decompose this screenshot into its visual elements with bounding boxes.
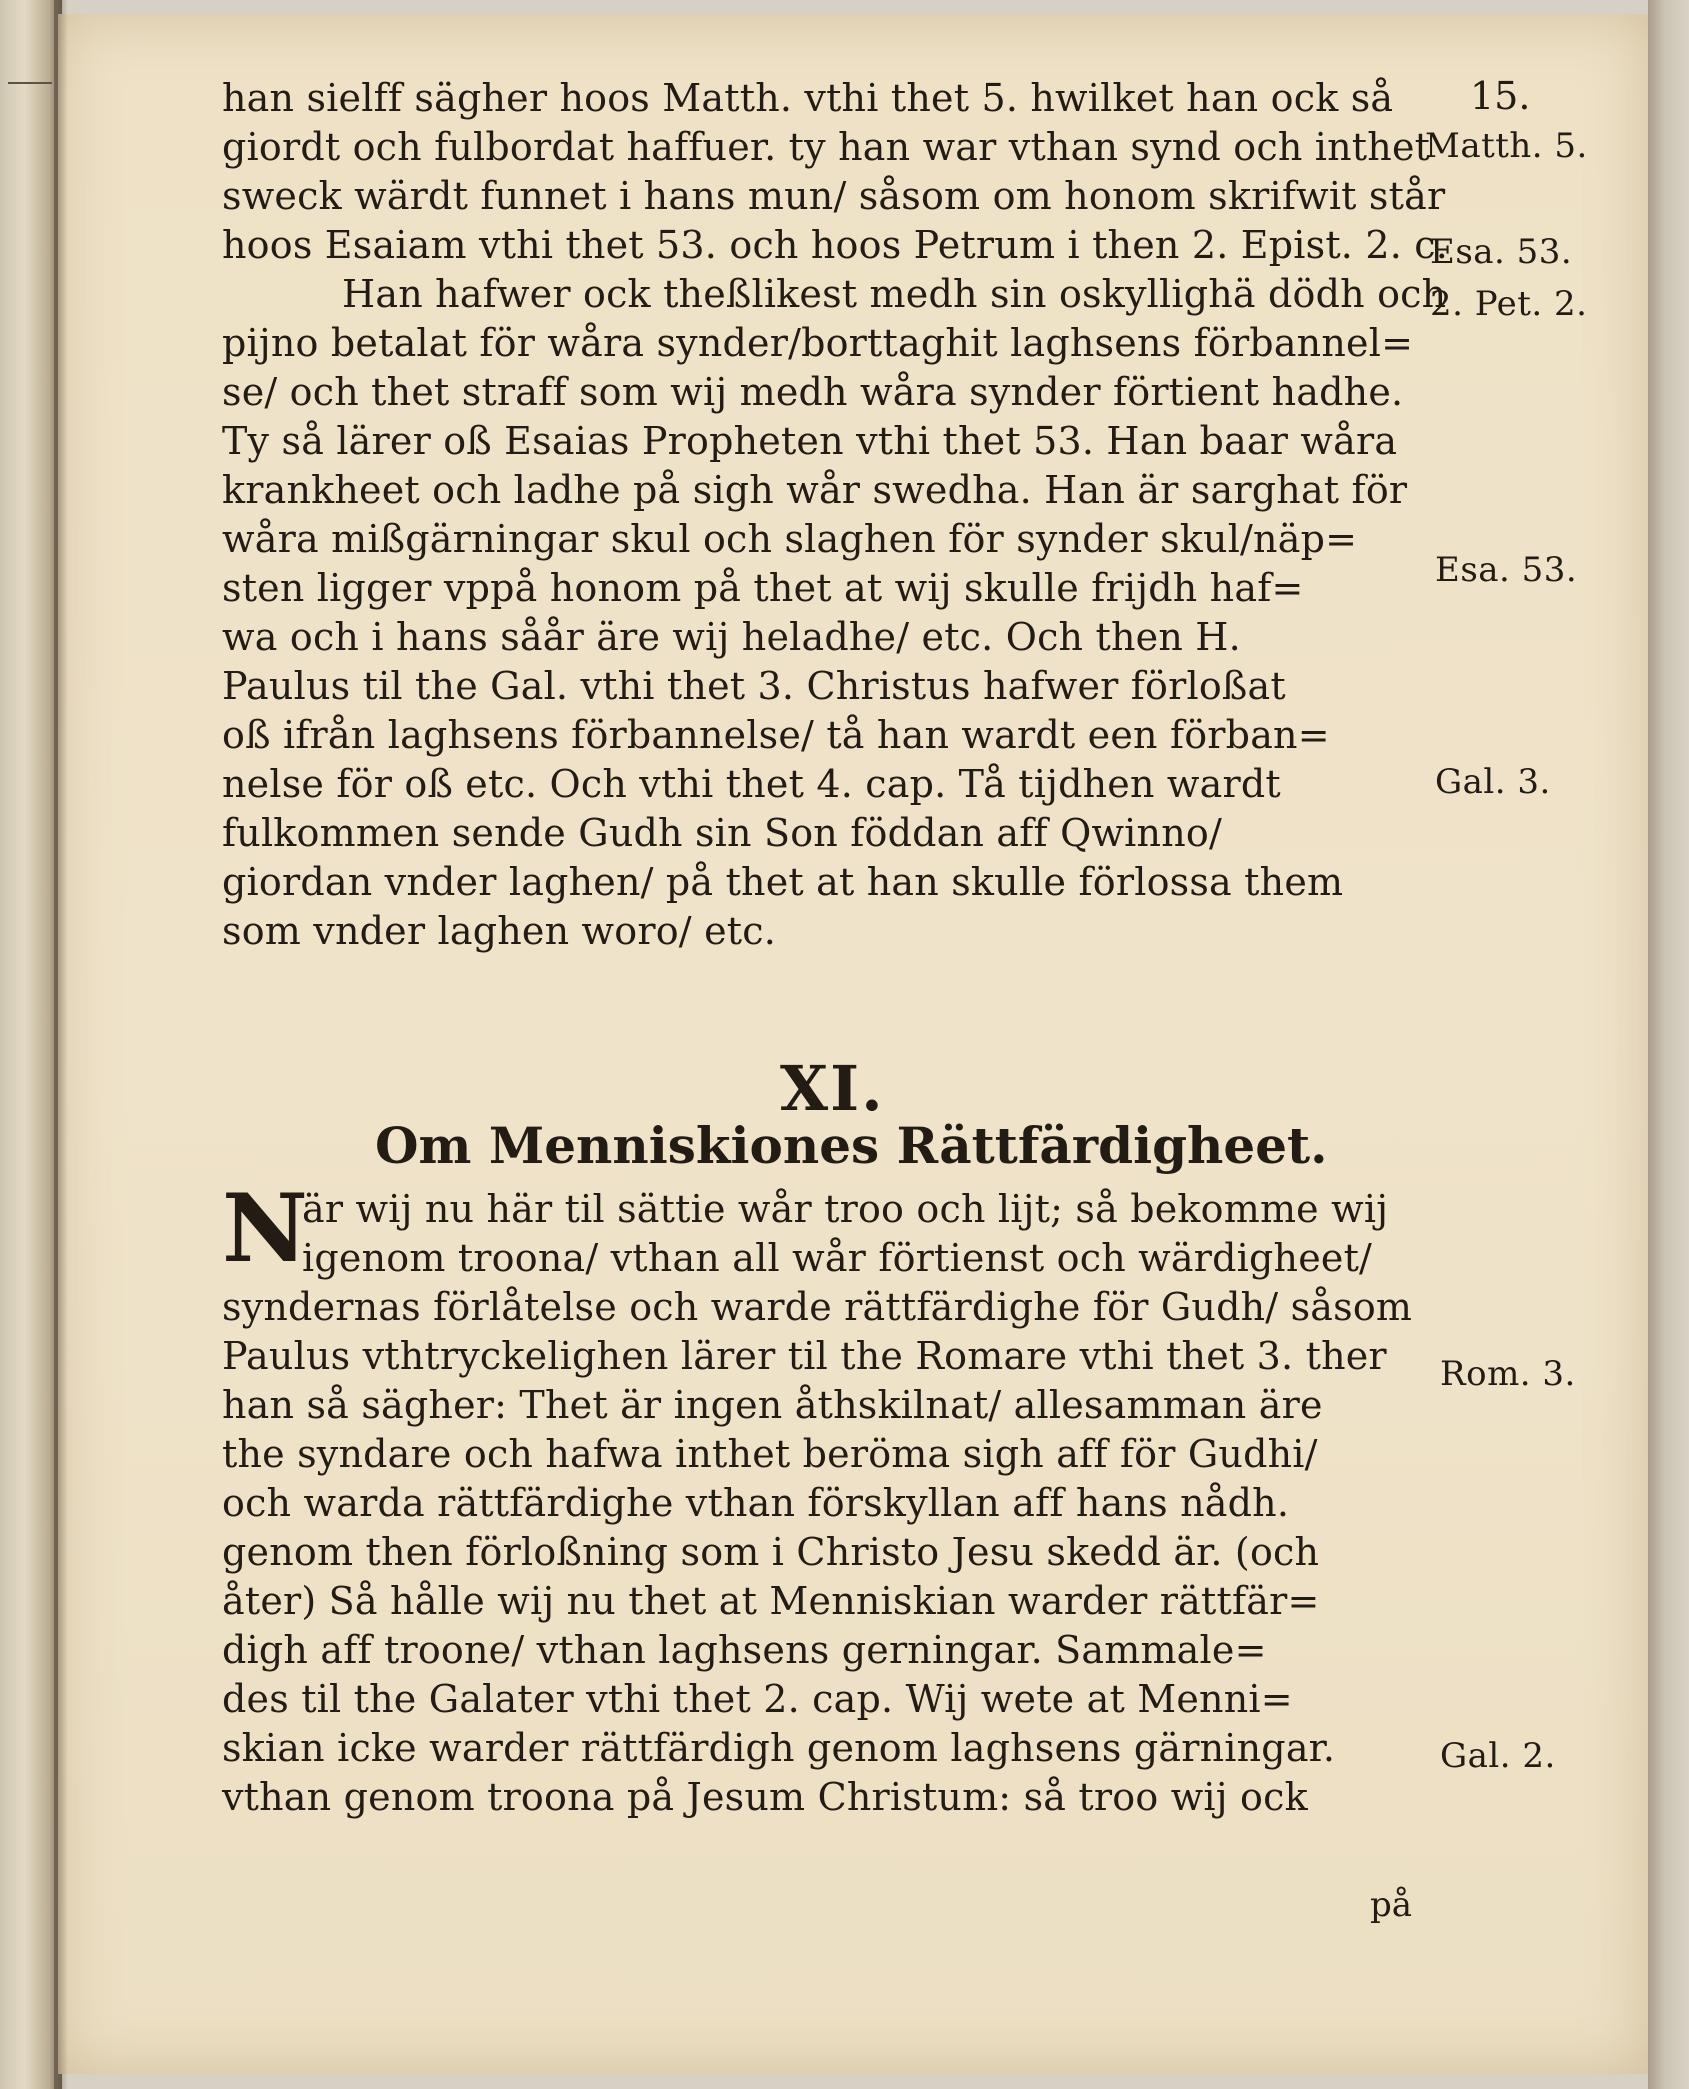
left-page-edge (0, 0, 62, 2089)
margin-note-esa: Esa. 53. (1430, 232, 1573, 272)
text-line: Ty så lärer oß Esaias Propheten vthi thet 53. Han baar wåra (222, 419, 1398, 463)
text-line: pijno betalat för wåra synder/borttaghit laghsens förbannel= (222, 321, 1414, 365)
text-line: Paulus vthtryckelighen lärer til the Romare vthi thet 3. ther (222, 1334, 1387, 1378)
text-line: oß ifrån laghsens förbannelse/ tå han wardt een förban= (222, 713, 1330, 757)
catchword: på (1370, 1885, 1413, 1925)
text-line: giordan vnder laghen/ på thet at han skulle förlossa them (222, 860, 1344, 904)
text-line: hoos Esaiam vthi thet 53. och hoos Petrum i then 2. Epist. 2. c. (222, 223, 1449, 267)
page-number: 15. (1470, 74, 1531, 118)
text-block-top (222, 74, 1449, 956)
text-line: nelse för oß etc. Och vthi thet 4. cap. Tå tijdhen wardt (222, 762, 1281, 806)
text-line: sweck wärdt funnet i hans mun/ såsom om honom skrifwit står (222, 174, 1446, 218)
section-title: Om Menniskiones Rättfärdigheet. (375, 1116, 1328, 1175)
text-line: syndernas förlåtelse och warde rättfärdighe för Gudh/ såsom (222, 1285, 1413, 1329)
text-line: han sielff sägher hoos Matth. vthi thet 5. hwilket han ock så (222, 76, 1394, 120)
drop-cap: N (222, 1174, 308, 1284)
margin-note-pet: 2. Pet. 2. (1430, 284, 1588, 324)
text-line: åter) Så hålle wij nu thet at Menniskian warder rättfär= (222, 1579, 1320, 1623)
text-line: se/ och thet straff som wij medh wåra synder förtient hadhe. (222, 370, 1404, 414)
margin-note-matth: Matth. 5. (1425, 126, 1588, 166)
fold-mark (8, 82, 52, 84)
text-line: giordt och fulbordat haffuer. ty han war vthan synd och inthet (222, 125, 1431, 169)
right-page-edge (1648, 0, 1689, 2089)
spine-shadow (54, 0, 68, 2089)
margin-note-gal-3: Gal. 3. (1435, 762, 1551, 802)
section-number: XI. (780, 1052, 885, 1125)
text-block-bottom (222, 1185, 1422, 1822)
text-line: Han hafwer ock theßlikest medh sin oskyllighä dödh och (342, 272, 1447, 316)
text-line: krankheet och ladhe på sigh wår swedha. Han är sarghat för (222, 468, 1408, 512)
margin-note-rom: Rom. 3. (1440, 1354, 1576, 1394)
text-line: igenom troona/ vthan all wår förtienst och wärdigheet/ (302, 1236, 1373, 1280)
text-line: Paulus til the Gal. vthi thet 3. Christus hafwer förloßat (222, 664, 1286, 708)
text-line: des til the Galater vthi thet 2. cap. Wij wete at Menni= (222, 1677, 1293, 1721)
margin-note-esa-second: Esa. 53. (1435, 550, 1578, 590)
text-line: wåra mißgärningar skul och slaghen för synder skul/näp= (222, 517, 1358, 561)
text-line: och warda rättfärdighe vthan förskyllan aff hans nådh. (222, 1481, 1290, 1525)
text-line: vthan genom troona på Jesum Christum: så troo wij ock (222, 1775, 1308, 1819)
text-line: sten ligger vppå honom på thet at wij skulle frijdh haf= (222, 566, 1304, 610)
text-line: digh aff troone/ vthan laghsens gerningar. Sammale= (222, 1628, 1267, 1672)
text-line: han så sägher: Thet är ingen åthskilnat/ allesamman äre (222, 1383, 1323, 1427)
text-line: fulkommen sende Gudh sin Son föddan aff Qwinno/ (222, 811, 1222, 855)
text-line: skian icke warder rättfärdigh genom laghsens gärningar. (222, 1726, 1336, 1770)
text-line: som vnder laghen woro/ etc. (222, 909, 776, 953)
margin-note-gal-2: Gal. 2. (1440, 1736, 1556, 1776)
text-line: genom then förloßning som i Christo Jesu skedd är. (och (222, 1530, 1320, 1574)
text-line: wa och i hans såår äre wij heladhe/ etc. Och then H. (222, 615, 1241, 659)
text-line: the syndare och hafwa inthet beröma sigh aff för Gudhi/ (222, 1432, 1318, 1476)
text-line: är wij nu här til sättie wår troo och lijt; så bekomme wij (302, 1187, 1389, 1231)
